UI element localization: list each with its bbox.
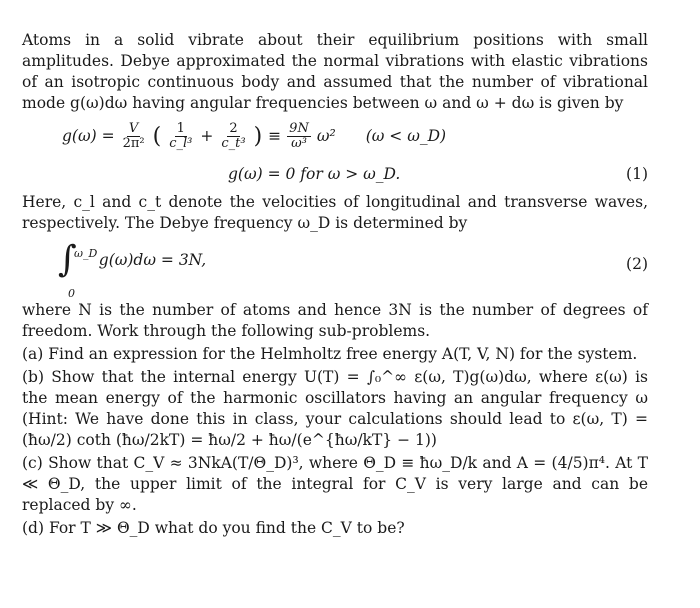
subproblem-c: (c) Show that C_V ≈ 3NkA(T/Θ_D)³, where Θ_D ≡ ħω_D/k and A = (4/5)π⁴. At T ≪ Θ_D, the upper limit of the integral for C_V is very large and can be replaced by ∞. xyxy=(22,454,648,514)
integral-upper-limit: ω_D xyxy=(74,247,98,260)
eq1-plus: + xyxy=(200,127,214,145)
subproblem-b: (b) Show that the internal energy U(T) = ∫₀^∞ ε(ω, T)g(ω)dω, where ε(ω) is the mean energy of the harmonic oscillators having an angular frequency ω (Hint: We have done this in class, your calculations should lead to ε(ω, T) = (ħω/2) coth (ħω/2kT) = ħω/2 + ħω/(e^{ħω/kT} − 1)) xyxy=(22,368,648,449)
equation-1-line-1 xyxy=(62,122,446,151)
eq1-frac4-den: ω³ xyxy=(291,136,307,151)
integral-expression xyxy=(58,239,207,300)
equation-1 xyxy=(22,122,648,186)
equation-2 xyxy=(22,239,648,300)
eq1-close-paren: ) xyxy=(253,123,263,149)
eq1-condition: (ω < ω_D) xyxy=(365,127,447,145)
eq1-frac1-num: V xyxy=(128,121,139,136)
eq1-frac4-num: 9N xyxy=(289,121,309,136)
eq1-frac1-den: 2π² xyxy=(122,136,145,151)
eq1-lhs: g(ω) = xyxy=(62,127,115,145)
eq1-open-paren: ( xyxy=(152,123,162,149)
integral-sign: ∫ ω_D 0 xyxy=(58,240,77,280)
integral-lower-limit: 0 xyxy=(68,287,75,300)
paragraph-2: Here, c_l and c_t denote the velocities of longitudinal and transverse waves, respectively. The Debye frequency ω_D is determined by xyxy=(22,193,648,232)
equation-2-number: (2) xyxy=(626,255,648,273)
eq1-frac2-den: c_l³ xyxy=(169,136,193,151)
eq1-equiv: ≡ xyxy=(268,127,282,145)
eq1-frac-2 xyxy=(219,122,247,151)
eq1-frac3-num: 2 xyxy=(229,121,238,136)
eq1-tail: ω² xyxy=(316,127,336,145)
eq1-frac-9n xyxy=(287,122,311,151)
eq1-frac2-num: 1 xyxy=(176,121,185,136)
eq1-frac-v xyxy=(121,122,147,151)
eq1-frac3-den: c_t³ xyxy=(221,136,246,151)
equation-1-line-2: g(ω) = 0 for ω > ω_D. xyxy=(228,165,401,183)
paragraph-3: where N is the number of atoms and hence 3N is the number of degrees of freedom. Work through the following sub-problems. xyxy=(22,301,648,340)
intro-paragraph: Atoms in a solid vibrate about their equilibrium positions with small amplitudes. Debye approximated the normal vibrations with elastic vibrations of an isotropic continuous body and assumed that the number of vibrational mode g(ω)dω having angular frequencies between ω and ω + dω is given by xyxy=(22,31,648,112)
equation-1-number: (1) xyxy=(626,165,648,183)
integral-body: g(ω)dω = 3N, xyxy=(98,250,207,269)
eq1-frac-1 xyxy=(167,122,194,151)
subproblem-a: (a) Find an expression for the Helmholtz free energy A(T, V, N) for the system. xyxy=(22,345,638,363)
subproblem-d: (d) For T ≫ Θ_D what do you find the C_V to be? xyxy=(22,519,405,537)
